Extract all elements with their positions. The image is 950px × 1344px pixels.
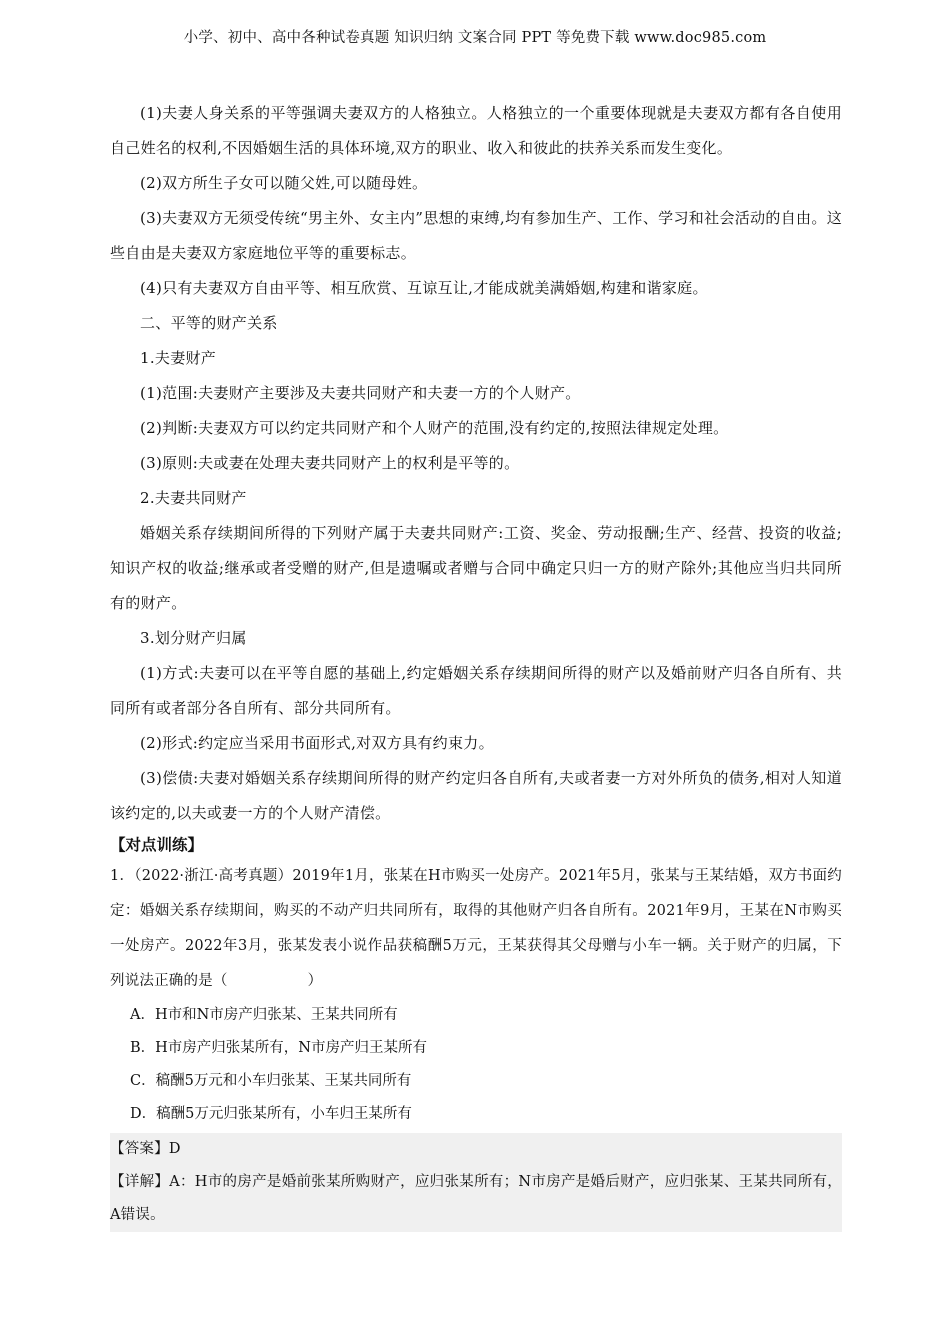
answer-box — [110, 1133, 842, 1232]
paragraph-11: (3)偿债:夫妻对婚姻关系存续期间所得的财产约定归各自所有,夫或者妻一方对外所负的债务,相对人知道该约定的,以夫或妻一方的个人财产清偿。 — [110, 769, 842, 822]
section-heading-property: 二、平等的财产关系 — [140, 314, 278, 332]
option-a: A．H市和N市房产归张某、王某共同所有 — [130, 1007, 398, 1023]
paragraph-1: (1)夫妻人身关系的平等强调夫妻双方的人格独立。人格独立的一个重要体现就是夫妻双方都有各自使用自己姓名的权利,不因婚姻生活的具体环境,双方的职业、收入和彼此的扶养关系而发生变化。 — [110, 104, 842, 157]
question-stem: 1．（2022·浙江·高考真题）2019年1月，张某在H市购买一处房产。2021年5月，张某与王某结婚，双方书面约定：婚姻关系存续期间，购买的不动产归共同所有，取得的其他财产归各自所有。2021年9月，王某在N市购买一处房产。2022年3月，张某发表小说作品获稿酬5万元，王某获得其父母赠与小车一辆。关于财产的归属，下列说法正确的是（ — [110, 868, 842, 989]
option-d: D．稿酬5万元归张某所有，小车归王某所有 — [130, 1106, 412, 1122]
practice-section-title: 【对点训练】 — [110, 836, 204, 854]
subheading-1: 1.夫妻财产 — [140, 349, 217, 367]
paragraph-8: 婚姻关系存续期间所得的下列财产属于夫妻共同财产:工资、奖金、劳动报酬;生产、经营、投资的收益;知识产权的收益;继承或者受赠的财产,但是遗嘱或者赠与合同中确定只归一方的财产除外;其他应当归共同所有的财产。 — [110, 524, 842, 612]
question-1 — [110, 859, 842, 999]
paragraph-10: (2)形式:约定应当采用书面形式,对双方具有约束力。 — [140, 734, 494, 752]
paragraph-3: (3)夫妻双方无须受传统“男主外、女主内”思想的束缚,均有参加生产、工作、学习和社会活动的自由。这些自由是夫妻双方家庭地位平等的重要标志。 — [110, 209, 842, 262]
detail-line — [110, 1166, 842, 1232]
subheading-2: 2.夫妻共同财产 — [140, 489, 247, 507]
answer-line — [110, 1133, 842, 1166]
page-header: 小学、初中、高中各种试卷真题 知识归纳 文案合同 PPT 等免费下载 www.doc985.com — [183, 30, 767, 46]
document-body — [110, 96, 842, 1232]
answer-label: 【答案】 — [110, 1141, 169, 1157]
paragraph-5: (1)范围:夫妻财产主要涉及夫妻共同财产和夫妻一方的个人财产。 — [140, 384, 581, 402]
answer-value: D — [168, 1141, 181, 1157]
detail-label: 【详解】 — [110, 1174, 170, 1190]
paragraph-4: (4)只有夫妻双方自由平等、相互欣赏、互谅互让,才能成就美满婚姻,构建和谐家庭。 — [140, 279, 708, 297]
paragraph-9: (1)方式:夫妻可以在平等自愿的基础上,约定婚姻关系存续期间所得的财产以及婚前财产归各自所有、共同所有或者部分各自所有、部分共同所有。 — [110, 664, 842, 717]
question-close-paren: ） — [307, 973, 323, 989]
paragraph-7: (3)原则:夫或妻在处理夫妻共同财产上的权利是平等的。 — [140, 454, 520, 472]
subheading-3: 3.划分财产归属 — [140, 629, 247, 647]
option-b: B．H市房产归张某所有，N市房产归王某所有 — [130, 1040, 427, 1056]
paragraph-6: (2)判断:夫妻双方可以约定共同财产和个人财产的范围,没有约定的,按照法律规定处理。 — [140, 419, 729, 437]
paragraph-2: (2)双方所生子女可以随父姓,可以随母姓。 — [140, 174, 428, 192]
option-c: C．稿酬5万元和小车归张某、王某共同所有 — [130, 1073, 412, 1089]
detail-text: A：H市的房产是婚前张某所购财产，应归张某所有；N市房产是婚后财产，应归张某、王某共同所有，A错误。 — [110, 1174, 842, 1223]
